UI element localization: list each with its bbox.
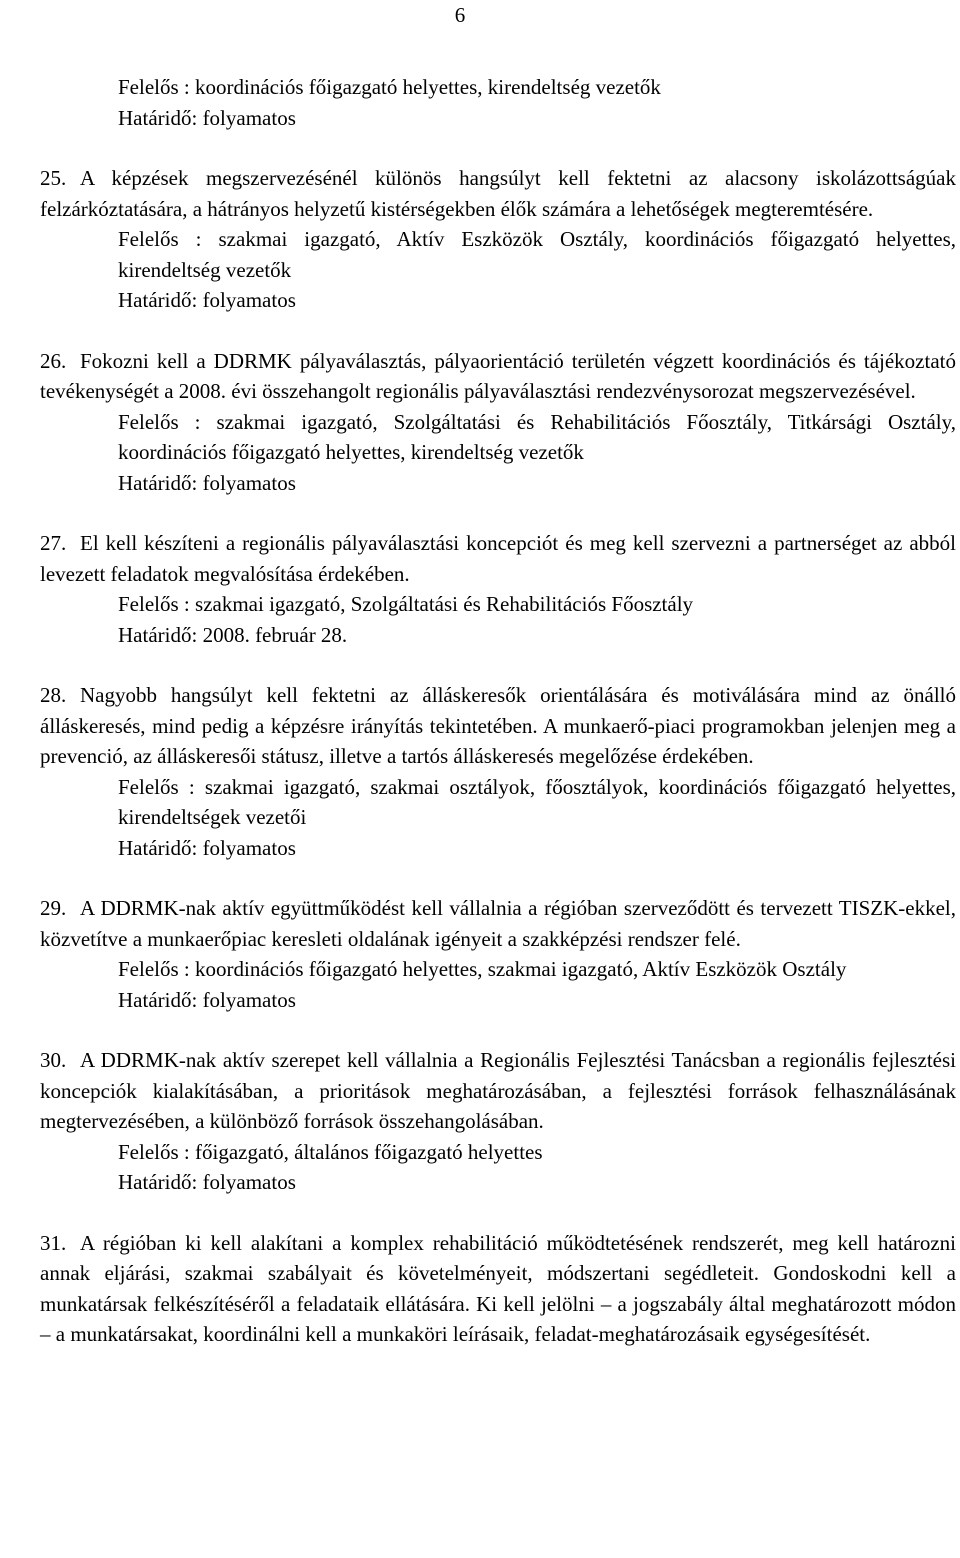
responsible-value: főigazgató, általános főigazgató helyettes — [195, 1139, 543, 1164]
item-number: 28. — [40, 683, 67, 707]
responsible-line: Felelős : koordinációs főigazgató helyettes, kirendeltség vezetők — [118, 75, 661, 99]
deadline-line — [118, 468, 956, 499]
deadline-label: Határidő: — [118, 470, 198, 495]
deadline-value: folyamatos — [202, 835, 296, 860]
deadline-label: Határidő: — [118, 622, 198, 647]
item-number: 30. — [40, 1048, 67, 1072]
list-item-30 — [40, 1045, 956, 1198]
deadline-value: folyamatos — [202, 288, 296, 312]
list-item-26 — [40, 346, 956, 499]
item-text: A DDRMK-nak aktív szerepet kell vállalnia a Regionális Fejlesztési Tanácsban a regionális fejlesztési koncepciók kialakításában, a prioritások meghatározásában, a fejlesztési források felhasználásának megtervezésében, a különböző források összehangolásában. — [40, 1048, 956, 1133]
item-meta — [118, 1137, 956, 1198]
responsible-label: Felelős — [118, 227, 179, 251]
responsible-line: Felelős : koordinációs főigazgató helyettes, szakmai igazgató, Aktív Eszközök Osztály — [118, 957, 847, 981]
responsible-label: Felelős — [118, 957, 179, 981]
deadline-label: Határidő: — [118, 105, 198, 130]
responsible-line: Felelős : szakmai igazgató, Aktív Eszközök Osztály, koordinációs főigazgató helyettes, kirendeltség vezetők — [118, 227, 956, 282]
deadline-line — [118, 833, 956, 864]
deadline-value: folyamatos — [202, 1170, 296, 1194]
item-number: 31. — [40, 1230, 67, 1255]
deadline-value: 2008. február 28. — [202, 622, 348, 647]
item-meta — [118, 772, 956, 864]
deadline-value: folyamatos — [202, 105, 296, 130]
item-number: 29. — [40, 896, 67, 920]
responsible-value: szakmai igazgató, szakmai osztályok, főosztályok, koordinációs főigazgató helyettes, kirendeltségek vezetői — [118, 774, 956, 829]
list-item-29 — [40, 893, 956, 1015]
responsible-line: Felelős : szakmai igazgató, Szolgáltatási és Rehabilitációs Főosztály, Titkársági Osztály, koordinációs főigazgató helyettes, kirendeltség vezetők — [118, 409, 956, 464]
deadline-label: Határidő: — [118, 987, 198, 1012]
deadline-line — [118, 985, 956, 1016]
item-text: A régióban ki kell alakítani a komplex rehabilitáció működtetésének rendszerét, meg kell határozni annak eljárási, szakmai szabályait és követelményeit, módszertani segédleteit. Gondoskodni kell a munkatársak felkészítéséről a feladataik ellátására. Ki kell jelölni – a jogszabály által meghatározott módon – a munkatársakat, koordinálni kell a munkaköri leírásaik, feladat-meghatározásaik egységesítését. — [40, 1230, 956, 1346]
responsible-line: Felelős : szakmai igazgató, Szolgáltatási és Rehabilitációs Főosztály — [118, 592, 694, 616]
item-text: Fokozni kell a DDRMK pályaválasztás, pályaorientáció területén végzett koordinációs és tájékoztató tevékenységét a 2008. évi összehangolt regionális pályaválasztási rendezvénysorozat megszervezésével. — [40, 348, 956, 403]
responsible-label: Felelős — [118, 75, 179, 99]
item-number: 26. — [40, 348, 67, 373]
responsible-value: szakmai igazgató, Aktív Eszközök Osztály, koordinációs főigazgató helyettes, kirendeltség vezetők — [118, 227, 956, 282]
item-text: A DDRMK-nak aktív együttműködést kell vállalnia a régióban szerveződött és tervezett TISZK-ekkel, közvetítve a munkaerőpiac keresleti oldalának igényeit a szakképzési rendszer felé. — [40, 896, 956, 951]
responsible-label: Felelős — [118, 1139, 179, 1164]
item-number: 27. — [40, 531, 67, 555]
item-text: Nagyobb hangsúlyt kell fektetni az álláskeresők orientálására és motiválására mind az önálló álláskeresés, mind pedig a képzésre irányítás tekintetében. A munkaerő-piaci programokban jelenjen meg a prevenció, az álláskeresői státusz, illetve a tartós álláskeresés megelőzése érdekében. — [40, 683, 956, 768]
deadline-value: folyamatos — [202, 470, 296, 495]
deadline-line — [118, 620, 956, 651]
item-meta — [118, 224, 956, 316]
responsible-value: szakmai igazgató, Szolgáltatási és Rehabilitációs Főosztály — [195, 592, 694, 616]
list-item-28 — [40, 680, 956, 863]
item-text: El kell készíteni a regionális pályaválasztási koncepciót és meg kell szervezni a partnerséget az abból levezett feladatok megvalósítása érdekében. — [40, 531, 956, 586]
responsible-value: szakmai igazgató, Szolgáltatási és Rehabilitációs Főosztály, Titkársági Osztály, koordinációs főigazgató helyettes, kirendeltség vezetők — [118, 409, 956, 464]
deadline-line — [118, 1167, 956, 1198]
responsible-label: Felelős — [118, 774, 179, 799]
responsible-line: Felelős : szakmai igazgató, szakmai osztályok, főosztályok, koordinációs főigazgató helyettes, kirendeltségek vezetői — [118, 774, 956, 829]
responsible-label: Felelős — [118, 592, 179, 616]
document-page — [40, 72, 956, 1350]
responsible-value: koordinációs főigazgató helyettes, szakmai igazgató, Aktív Eszközök Osztály — [195, 957, 847, 981]
item-meta — [118, 407, 956, 499]
deadline-value: folyamatos — [202, 987, 296, 1012]
item-number: 25. — [40, 166, 67, 190]
responsible-label: Felelős — [118, 409, 179, 434]
page-number: 6 — [454, 3, 466, 27]
item-meta — [118, 589, 956, 650]
list-item-31 — [40, 1228, 956, 1350]
intro-meta — [118, 72, 956, 133]
deadline-line — [118, 285, 956, 316]
item-text: A képzések megszervezésénél különös hangsúlyt kell fektetni az alacsony iskolázottságúak felzárkóztatására, a hátrányos helyzetű kistérségekben élők számára a lehetőségek megteremtésére. — [40, 166, 956, 221]
list-item-25 — [40, 163, 956, 316]
deadline-label: Határidő: — [118, 835, 198, 860]
deadline-label: Határidő: — [118, 288, 198, 312]
list-item-27 — [40, 528, 956, 650]
deadline-line — [118, 103, 956, 134]
deadline-label: Határidő: — [118, 1170, 198, 1194]
responsible-value: koordinációs főigazgató helyettes, kirendeltség vezetők — [195, 75, 661, 99]
item-meta — [118, 954, 956, 1015]
responsible-line: Felelős : főigazgató, általános főigazgató helyettes — [118, 1139, 543, 1164]
